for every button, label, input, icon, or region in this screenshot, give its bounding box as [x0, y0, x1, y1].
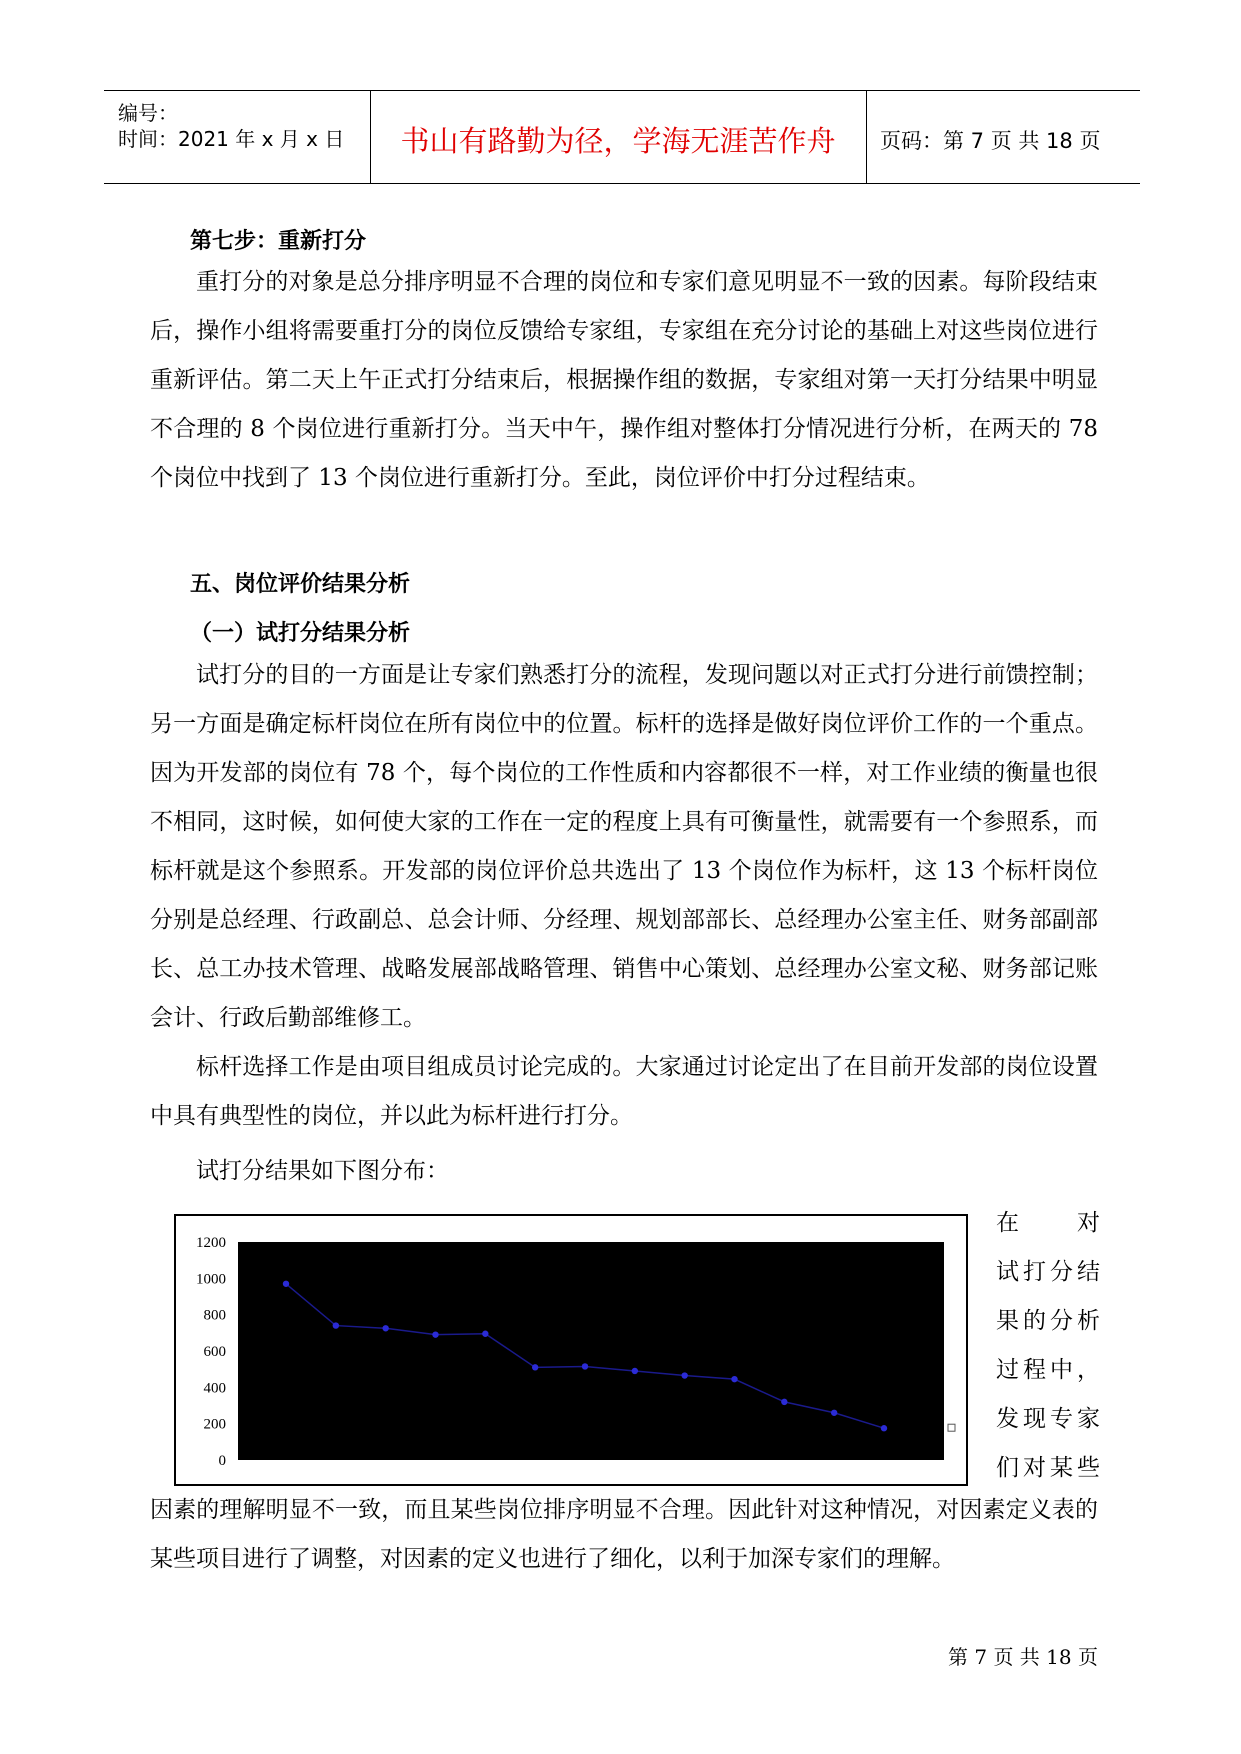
data-point	[632, 1368, 638, 1374]
data-point	[333, 1322, 339, 1328]
y-tick-label: 200	[203, 1416, 226, 1433]
data-point	[731, 1376, 737, 1382]
side-text-line: 试打分结	[996, 1259, 1100, 1285]
section7-heading: 第七步：重新打分	[190, 229, 367, 254]
page-header	[104, 90, 1140, 184]
chart-intro: 试打分结果如下图分布：	[196, 1158, 449, 1184]
side-text-line: 果的分析	[996, 1308, 1100, 1334]
section7-paragraph: 重打分的对象是总分排序明显不合理的岗位和专家们意见明显不一致的因素。每阶段结束后，操作小组将需要重打分的岗位反馈给专家组，专家组在充分讨论的基础上对这些岗位进行重新评估。第二天上午正式打分结束后，根据操作组的数据，专家组对第一天打分结果中明显不合理的 8 个岗位进行重新打分。当天中午，操作组对整体打分情况进行分析，在两天的 78 个岗位中找到了 13 个岗位进行重新打分。至此，岗位评价中打分过程结束。	[150, 269, 1098, 491]
data-point	[283, 1281, 289, 1287]
side-text-line: 发现专家	[996, 1406, 1100, 1432]
y-tick-label: 0	[218, 1453, 226, 1469]
data-point	[432, 1331, 438, 1337]
data-point	[831, 1410, 837, 1416]
section5-subheading: （一）试打分结果分析	[190, 621, 411, 646]
serial-label: 编号：	[118, 101, 178, 125]
plot-area	[238, 1242, 944, 1460]
after-chart-paragraph: 因素的理解明显不一致，而且某些岗位排序明显不合理。因此针对这种情况，对因素定义表的某些项目进行了调整，对因素的定义也进行了细化，以利于加深专家们的理解。	[150, 1497, 1098, 1572]
section5-paragraph1: 试打分的目的一方面是让专家们熟悉打分的流程，发现问题以对正式打分进行前馈控制；另一方面是确定标杆岗位在所有岗位中的位置。标杆的选择是做好岗位评价工作的一个重点。因为开发部的岗位有 78 个，每个岗位的工作性质和内容都很不一样，对工作业绩的衡量也很不相同，这时候，如何使大家的工作在一定的程度上具有可衡量性，就需要有一个参照系，而标杆就是这个参照系。开发部的岗位评价总共选出了 13 个岗位作为标杆，这 13 个标杆岗位分别是总经理、行政副总、总会计师、分经理、规划部部长、总经理办公室主任、财务部副部长、总工办技术管理、战略发展部战略管理、销售中心策划、总经理办公室文秘、财务部记账会计、行政后勤部维修工。	[150, 662, 1098, 1031]
side-text-line: 在对	[996, 1210, 1100, 1236]
data-point	[382, 1325, 388, 1331]
section5-heading: 五、岗位评价结果分析	[190, 572, 411, 597]
y-tick-label: 400	[203, 1380, 226, 1397]
line-chart	[176, 1216, 966, 1484]
data-point	[582, 1363, 588, 1369]
side-text-line: 过程中，	[996, 1357, 1100, 1383]
y-tick-label: 1000	[196, 1271, 226, 1288]
chart-frame	[174, 1214, 968, 1486]
motto: 书山有路勤为径，学海无涯苦作舟	[400, 124, 836, 158]
y-tick-label: 1200	[196, 1235, 226, 1251]
section5-paragraph2: 标杆选择工作是由项目组成员讨论完成的。大家通过讨论定出了在目前开发部的岗位设置中具有典型性的岗位，并以此为标杆进行打分。	[150, 1054, 1098, 1129]
header-page-info: 页码：第 7 页 共 18 页	[880, 129, 1101, 153]
data-point	[681, 1372, 687, 1378]
legend-marker	[948, 1424, 955, 1431]
time-label: 时间：2021 年 x 月 x 日	[118, 127, 345, 151]
page-footer: 第 7 页 共 18 页	[948, 1645, 1098, 1669]
y-tick-label: 800	[203, 1307, 226, 1324]
header-meta-cell	[104, 91, 371, 183]
side-text-line: 们对某些	[996, 1455, 1100, 1481]
y-tick-label: 600	[203, 1344, 226, 1360]
data-point	[482, 1331, 488, 1337]
data-point	[532, 1364, 538, 1370]
header-motto-cell	[370, 91, 867, 183]
header-page-cell	[866, 91, 1140, 183]
data-point	[881, 1425, 887, 1431]
data-point	[781, 1399, 787, 1405]
